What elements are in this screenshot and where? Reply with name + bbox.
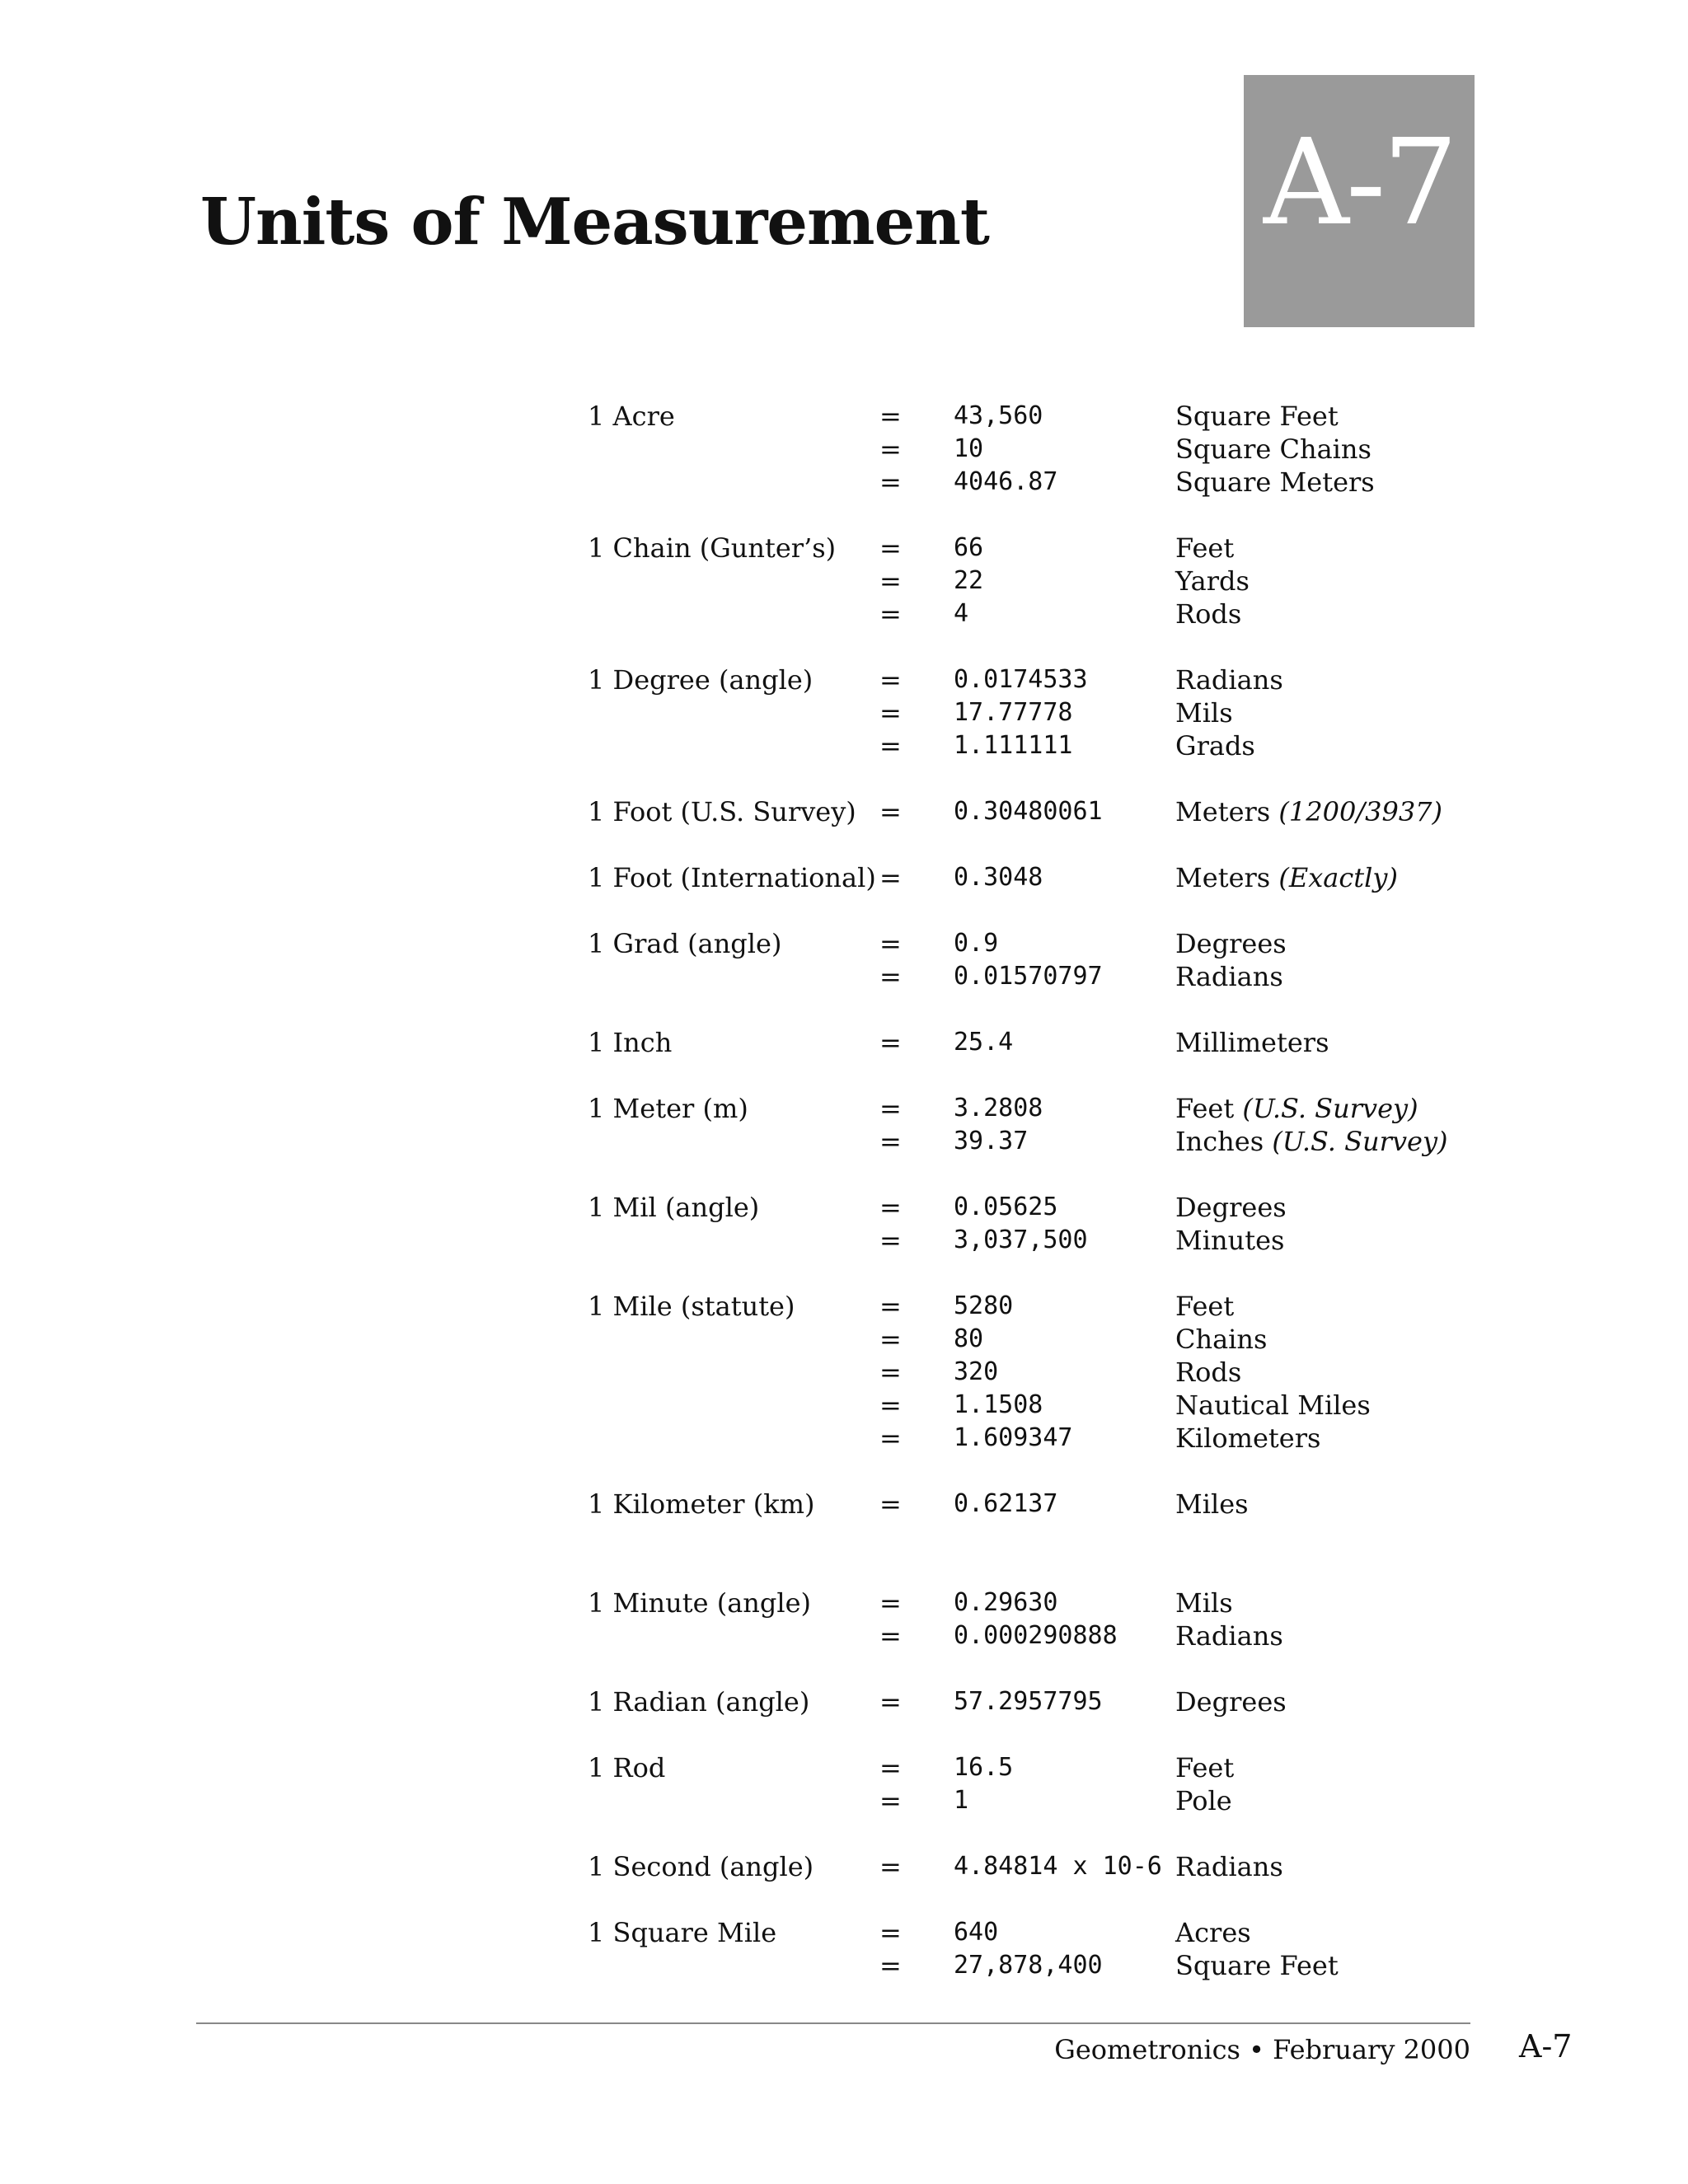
equals-sign: = [879,1324,902,1355]
equals-sign: = [879,532,902,564]
conversion-group [588,532,1486,630]
unit-name: 1 Kilometer (km) [588,1488,815,1520]
conversion-value: 5280 [954,1291,1014,1320]
result-cell [1175,1224,1284,1257]
conversion-value: 57.2957795 [954,1687,1103,1716]
conversion-group [588,1850,1486,1883]
result-unit: Radians [1175,961,1283,992]
result-unit: Chains [1175,1324,1268,1355]
equals-sign: = [879,1192,902,1223]
conversion-value: 27,878,400 [954,1951,1103,1980]
result-cell [1175,400,1339,433]
result-cell [1175,1619,1283,1652]
conversion-row [588,1916,1486,1949]
result-unit: Radians [1175,1620,1283,1652]
equals-sign: = [879,697,902,729]
conversion-group [588,1488,1486,1521]
equals-sign: = [879,730,902,762]
conversion-row [588,1356,1486,1389]
result-unit: Miles [1175,1488,1249,1520]
result-unit: Radians [1175,664,1283,696]
equals-sign: = [879,1422,902,1454]
conversion-value: 1.1508 [954,1390,1043,1419]
conversion-value: 0.000290888 [954,1621,1118,1650]
result-cell [1175,1356,1241,1389]
result-cell [1175,663,1283,696]
result-cell [1175,1488,1249,1521]
conversion-row [588,400,1486,433]
conversion-value: 1.609347 [954,1423,1073,1452]
conversion-value: 0.0174533 [954,665,1088,694]
conversion-group [588,400,1486,499]
conversion-row [588,663,1486,696]
equals-sign: = [879,1851,902,1882]
conversion-row [588,729,1486,762]
result-unit: Millimeters [1175,1027,1329,1058]
conversion-row [588,1125,1486,1158]
conversion-row [588,1389,1486,1422]
result-cell [1175,1586,1233,1619]
result-cell [1175,1422,1320,1455]
conversion-value: 43,560 [954,401,1043,430]
conversion-value: 4.84814 x 10-6 [954,1852,1162,1881]
result-cell [1175,1125,1448,1158]
conversion-row [588,861,1486,894]
conversion-row [588,1751,1486,1784]
result-cell [1175,1092,1418,1125]
result-unit: Feet [1175,1752,1235,1783]
equals-sign: = [879,565,902,597]
conversion-table [588,400,1486,2015]
conversion-row [588,1323,1486,1356]
result-unit: Square Feet [1175,1950,1339,1981]
conversion-value: 4 [954,599,969,628]
unit-name: 1 Inch [588,1027,673,1058]
conversion-value: 0.3048 [954,863,1043,892]
conversion-group [588,1026,1486,1059]
unit-name: 1 Foot (U.S. Survey) [588,796,856,827]
conversion-value: 3,037,500 [954,1226,1088,1254]
conversion-value: 17.77778 [954,698,1073,727]
section-tab [1244,75,1475,327]
footer-rule [196,2022,1470,2024]
conversion-row [588,433,1486,466]
conversion-row [588,795,1486,828]
equals-sign: = [879,1620,902,1652]
conversion-row [588,1422,1486,1455]
result-unit: Feet [1175,1291,1235,1322]
result-cell [1175,1389,1371,1422]
conversion-row [588,960,1486,993]
unit-name: 1 Foot (International) [588,862,876,893]
result-unit: Acres [1175,1917,1251,1948]
footer-text: Geometronics • February 2000 [1054,2034,1470,2065]
result-unit: Feet [1175,532,1235,564]
conversion-value: 22 [954,566,984,595]
conversion-value: 0.30480061 [954,797,1103,826]
result-unit: Meters [1175,796,1271,827]
result-note: (1200/3937) [1278,796,1443,827]
result-cell [1175,696,1233,729]
conversion-row [588,927,1486,960]
result-cell [1175,927,1287,960]
equals-sign: = [879,401,902,432]
result-unit: Rods [1175,1357,1242,1388]
conversion-row [588,598,1486,630]
conversion-group [588,1751,1486,1817]
equals-sign: = [879,466,902,498]
unit-name: 1 Rod [588,1752,666,1783]
result-cell [1175,729,1255,762]
conversion-group [588,1092,1486,1158]
conversion-row [588,532,1486,565]
result-unit: Yards [1175,565,1250,597]
conversion-value: 16.5 [954,1753,1014,1782]
result-cell [1175,1191,1287,1224]
conversion-value: 0.29630 [954,1588,1058,1617]
result-cell [1175,1784,1232,1817]
equals-sign: = [879,1357,902,1388]
conversion-group [588,861,1486,894]
unit-name: 1 Chain (Gunter’s) [588,532,837,564]
conversion-row [588,1191,1486,1224]
result-note: (U.S. Survey) [1272,1126,1448,1157]
result-cell [1175,1323,1267,1356]
unit-name: 1 Grad (angle) [588,928,782,959]
equals-sign: = [879,1390,902,1421]
result-unit: Square Feet [1175,401,1339,432]
equals-sign: = [879,796,902,827]
result-cell [1175,960,1283,993]
equals-sign: = [879,862,902,893]
unit-name: 1 Mil (angle) [588,1192,760,1223]
result-cell [1175,1916,1251,1949]
result-unit: Mils [1175,1587,1233,1619]
conversion-value: 0.01570797 [954,962,1103,991]
conversion-value: 640 [954,1918,999,1947]
conversion-row [588,1949,1486,1982]
result-cell [1175,1949,1339,1982]
conversion-value: 3.2808 [954,1094,1043,1122]
conversion-row [588,1850,1486,1883]
conversion-value: 10 [954,434,984,463]
result-cell [1175,598,1241,630]
conversion-value: 1.111111 [954,731,1073,760]
result-cell [1175,1850,1283,1883]
page-title: Units of Measurement [200,185,989,260]
equals-sign: = [879,1950,902,1981]
unit-name: 1 Meter (m) [588,1093,748,1124]
conversion-value: 39.37 [954,1127,1029,1155]
equals-sign: = [879,664,902,696]
result-cell [1175,1290,1234,1323]
result-unit: Radians [1175,1851,1283,1882]
conversion-group [588,795,1486,828]
conversion-group [588,1191,1486,1257]
conversion-group [588,1916,1486,1982]
result-unit: Meters [1175,862,1271,893]
result-unit: Kilometers [1175,1422,1321,1454]
conversion-row [588,1224,1486,1257]
equals-sign: = [879,961,902,992]
equals-sign: = [879,1917,902,1948]
result-cell [1175,1685,1287,1718]
equals-sign: = [879,1126,902,1157]
conversion-row [588,1488,1486,1521]
conversion-group [588,927,1486,993]
equals-sign: = [879,1587,902,1619]
conversion-row [588,466,1486,499]
result-unit: Degrees [1175,928,1287,959]
result-note: (Exactly) [1278,862,1398,893]
result-cell [1175,1751,1234,1784]
conversion-group [588,1290,1486,1455]
result-unit: Inches [1175,1126,1264,1157]
result-cell [1175,861,1398,894]
equals-sign: = [879,1225,902,1256]
result-unit: Nautical Miles [1175,1390,1371,1421]
conversion-value: 0.62137 [954,1489,1058,1518]
conversion-row [588,1784,1486,1817]
result-cell [1175,532,1234,565]
unit-name: 1 Square Mile [588,1917,777,1948]
conversion-group [588,1685,1486,1718]
equals-sign: = [879,1291,902,1322]
result-unit: Rods [1175,598,1242,630]
conversion-value: 320 [954,1357,999,1386]
conversion-value: 80 [954,1324,984,1353]
conversion-value: 0.9 [954,929,999,958]
conversion-value: 25.4 [954,1028,1014,1057]
result-unit: Degrees [1175,1192,1287,1223]
result-unit: Mils [1175,697,1233,729]
conversion-row [588,1092,1486,1125]
result-unit: Degrees [1175,1686,1287,1718]
conversion-row [588,1619,1486,1652]
conversion-row [588,1026,1486,1059]
page-number: A-7 [1519,2028,1573,2064]
equals-sign: = [879,434,902,465]
result-cell [1175,433,1372,466]
result-unit: Square Meters [1175,466,1375,498]
unit-name: 1 Degree (angle) [588,664,814,696]
result-unit: Pole [1175,1785,1232,1816]
equals-sign: = [879,928,902,959]
conversion-row [588,696,1486,729]
equals-sign: = [879,1027,902,1058]
conversion-value: 0.05625 [954,1193,1058,1221]
unit-name: 1 Second (angle) [588,1851,814,1882]
result-unit: Minutes [1175,1225,1285,1256]
equals-sign: = [879,1488,902,1520]
result-unit: Square Chains [1175,434,1372,465]
conversion-group [588,1586,1486,1652]
conversion-row [588,1290,1486,1323]
conversion-row [588,565,1486,598]
result-cell [1175,466,1375,499]
conversion-value: 4046.87 [954,467,1058,496]
result-note: (U.S. Survey) [1242,1093,1418,1124]
result-cell [1175,565,1250,598]
equals-sign: = [879,598,902,630]
unit-name: 1 Minute (angle) [588,1587,812,1619]
equals-sign: = [879,1785,902,1816]
unit-name: 1 Acre [588,401,675,432]
conversion-value: 1 [954,1786,969,1815]
result-unit: Grads [1175,730,1255,762]
conversion-group [588,663,1486,762]
section-tab-label: A-7 [1263,113,1456,251]
unit-name: 1 Mile (statute) [588,1291,795,1322]
equals-sign: = [879,1752,902,1783]
result-unit: Feet [1175,1093,1235,1124]
result-cell [1175,795,1442,828]
conversion-row [588,1685,1486,1718]
equals-sign: = [879,1093,902,1124]
conversion-value: 66 [954,533,984,562]
unit-name: 1 Radian (angle) [588,1686,810,1718]
conversion-row [588,1586,1486,1619]
result-cell [1175,1026,1329,1059]
equals-sign: = [879,1686,902,1718]
